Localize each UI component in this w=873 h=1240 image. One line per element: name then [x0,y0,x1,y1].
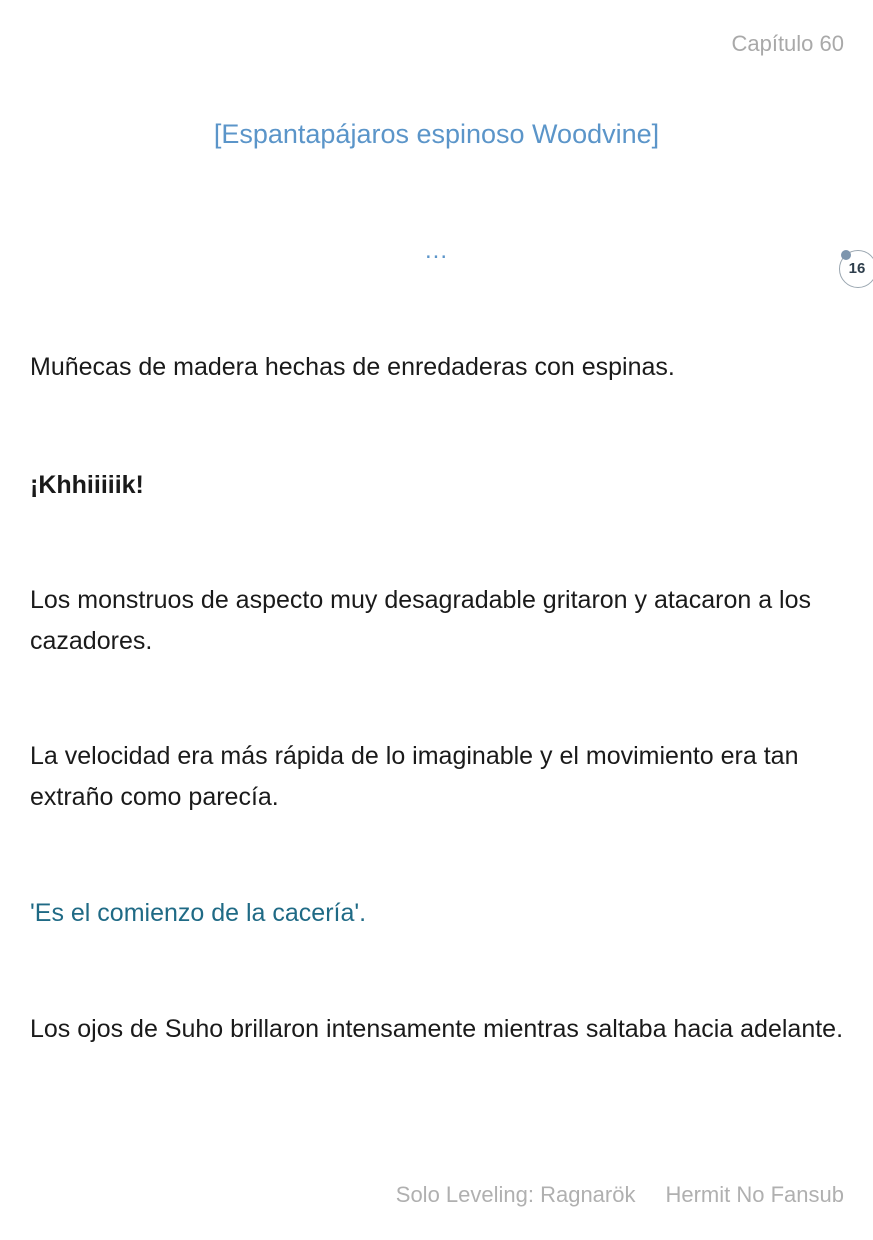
paragraph-speed: La velocidad era más rápida de lo imaginable y el movimiento era tan extraño como parecía. [30,742,799,811]
footer-book-title: Solo Leveling: Ragnarök [395,1182,636,1207]
page-number-badge[interactable] [839,250,873,288]
footer-translator: Hermit No Fansub [665,1182,844,1207]
footer [396,1182,844,1208]
system-window-title: [Espantapájaros espinoso Woodvine] [213,119,660,149]
page-number: 16 [848,260,866,277]
paragraph-suho-leaps: Los ojos de Suho brillaron intensamente mientras saltaba hacia adelante. [30,1015,844,1043]
paragraph-monsters-attack: Los monstruos de aspecto muy desagradable gritaron y atacaron a los cazadores. [30,586,812,655]
ellipsis-text: ... [424,237,448,264]
paragraph-dolls: Muñecas de madera hechas de enredaderas con espinas. [30,353,675,381]
indicator-dot-icon [841,250,851,260]
chapter-label: Capítulo 60 [731,31,844,56]
paragraph-thought: 'Es el comienzo de la cacería'. [30,899,367,927]
paragraph-scream: ¡Khhiiiiik! [30,471,144,499]
